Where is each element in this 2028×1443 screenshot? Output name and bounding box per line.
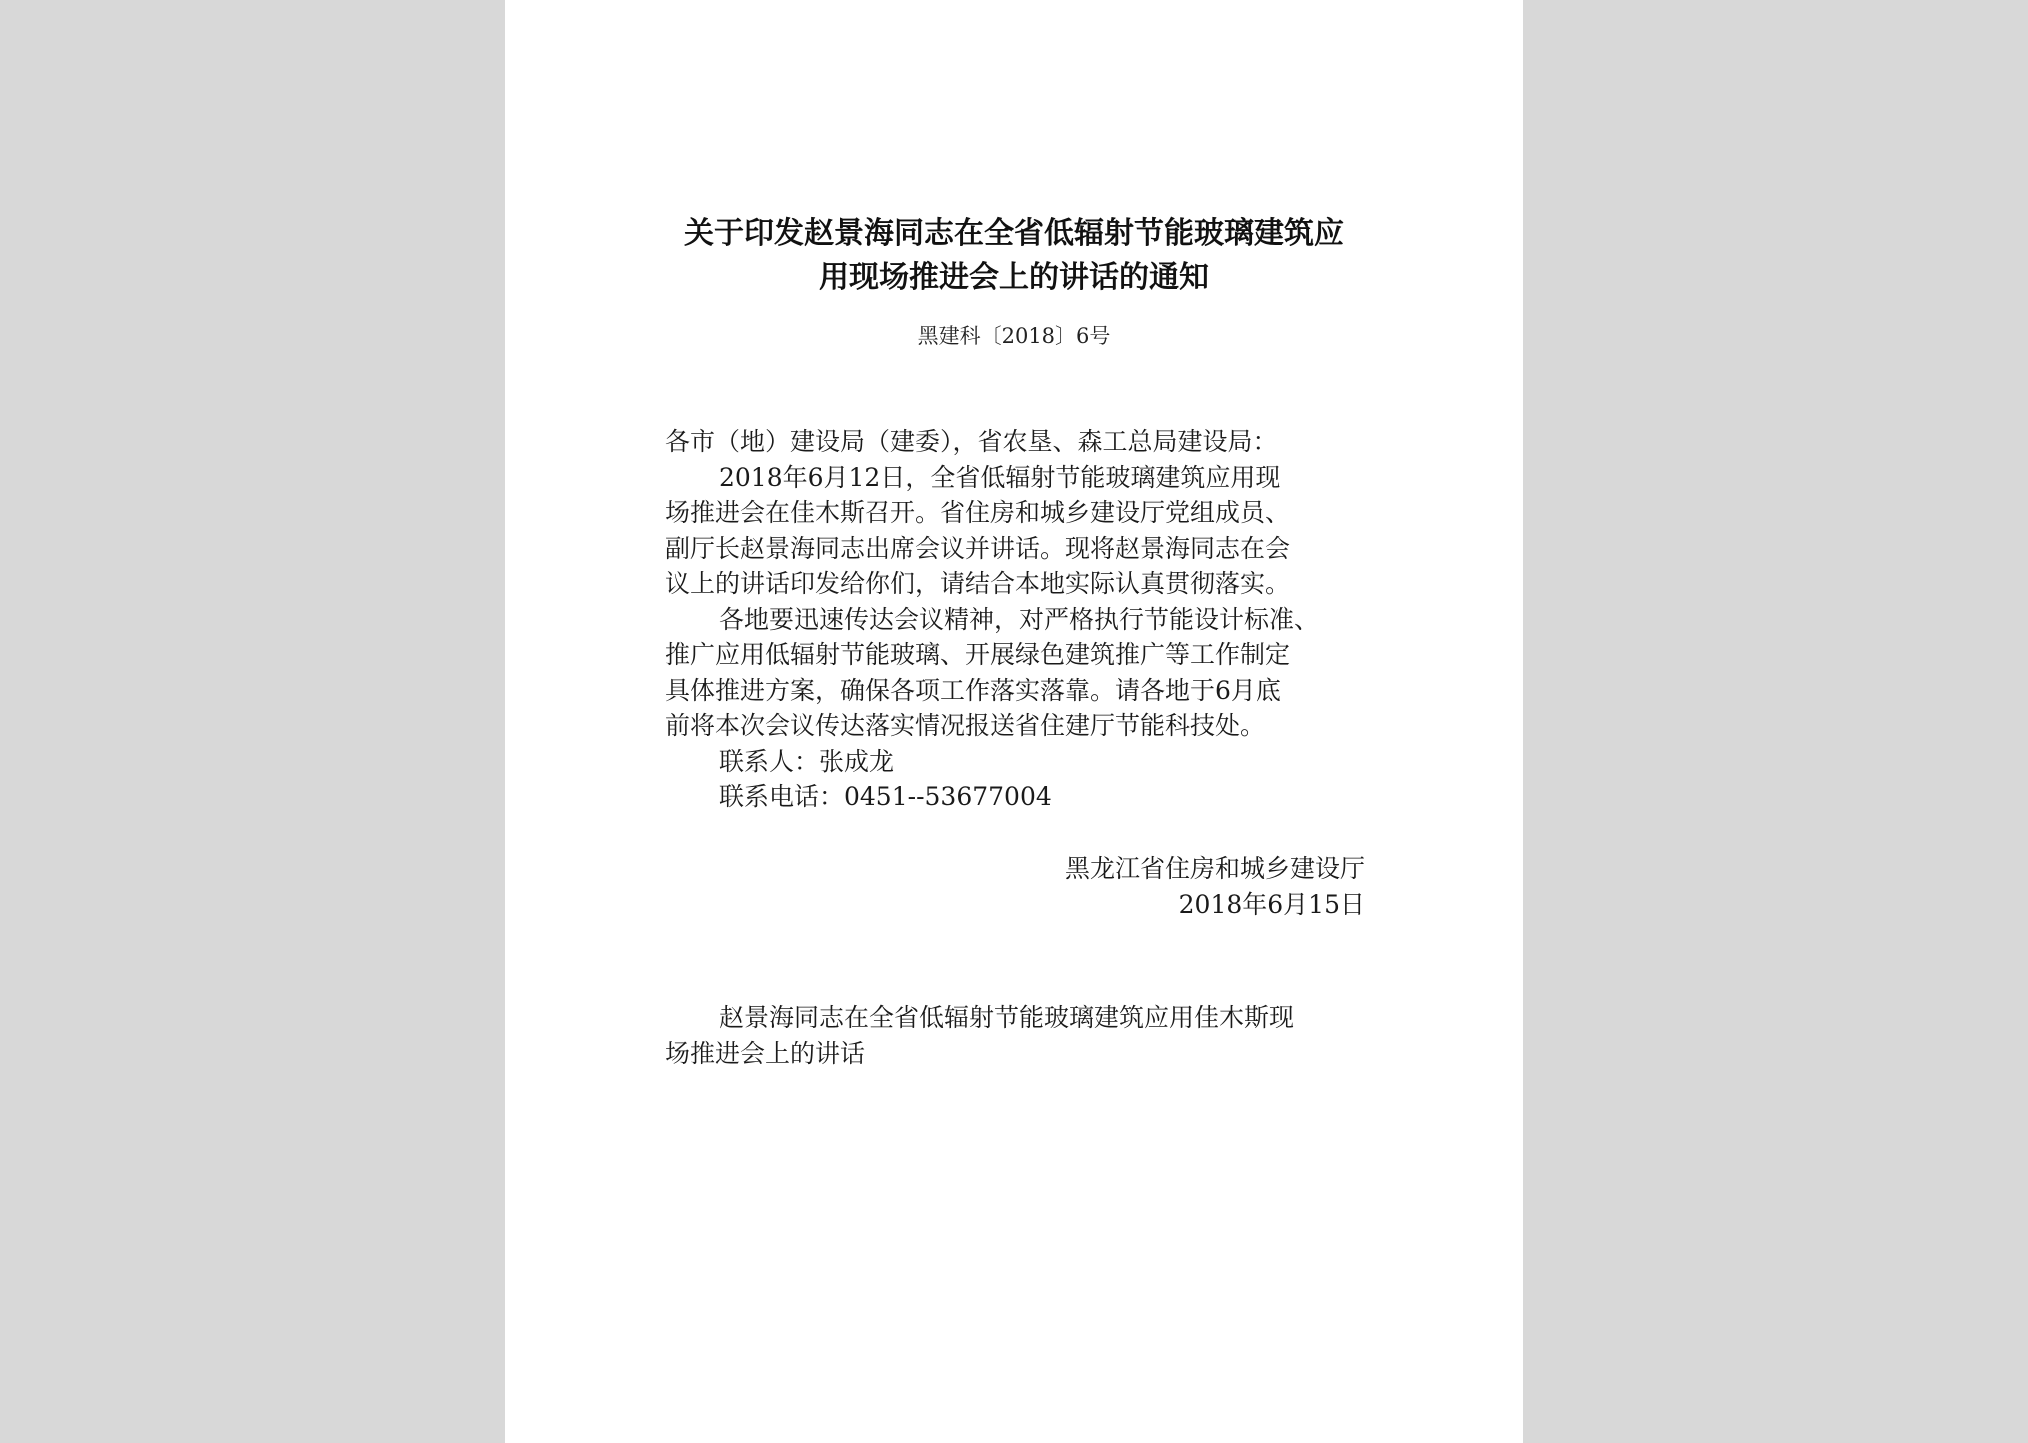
document-title [505,212,1523,300]
document-page [505,0,1523,1443]
title-line-1: 关于印发赵景海同志在全省低辐射节能玻璃建筑应 [684,216,1344,251]
attachment-title-line-2: 场推进会上的讲话 [665,1038,866,1068]
paragraph-2-line-2: 推广应用低辐射节能玻璃、开展绿色建筑推广等工作制定 [665,640,1291,669]
paragraph-1-line-1: 2018年6月12日，全省低辐射节能玻璃建筑应用现 [719,462,1281,492]
paragraph-2-line-3: 具体推进方案，确保各项工作落实落靠。请各地于6月底 [665,675,1281,705]
attachment-title [665,1000,1365,1071]
salutation: 各市（地）建设局（建委），省农垦、森工总局建设局： [665,427,1278,456]
signature-block [665,851,1365,922]
contact-phone: 联系电话：0451--53677004 [719,782,1052,811]
paragraph-1-line-3: 副厅长赵景海同志出席会议并讲话。现将赵景海同志在会 [665,533,1291,563]
paragraph-2-line-1: 各地要迅速传达会议精神，对严格执行节能设计标准、 [719,604,1320,634]
document-body [665,424,1365,815]
attachment-title-line-1: 赵景海同志在全省低辐射节能玻璃建筑应用佳木斯现 [719,1003,1295,1032]
paragraph-1-line-4: 议上的讲话印发给你们，请结合本地实际认真贯彻落实。 [665,569,1291,598]
document-number: 黑建科〔2018〕6号 [917,324,1111,348]
title-line-2: 用现场推进会上的讲话的通知 [819,260,1209,295]
paragraph-1-line-2: 场推进会在佳木斯召开。省住房和城乡建设厅党组成员、 [665,498,1291,527]
issuer: 黑龙江省住房和城乡建设厅 [1064,854,1365,883]
paragraph-2-line-4: 前将本次会议传达落实情况报送省住建厅节能科技处。 [665,711,1266,740]
contact-person: 联系人：张成龙 [719,746,895,776]
issue-date: 2018年6月15日 [1178,889,1365,919]
